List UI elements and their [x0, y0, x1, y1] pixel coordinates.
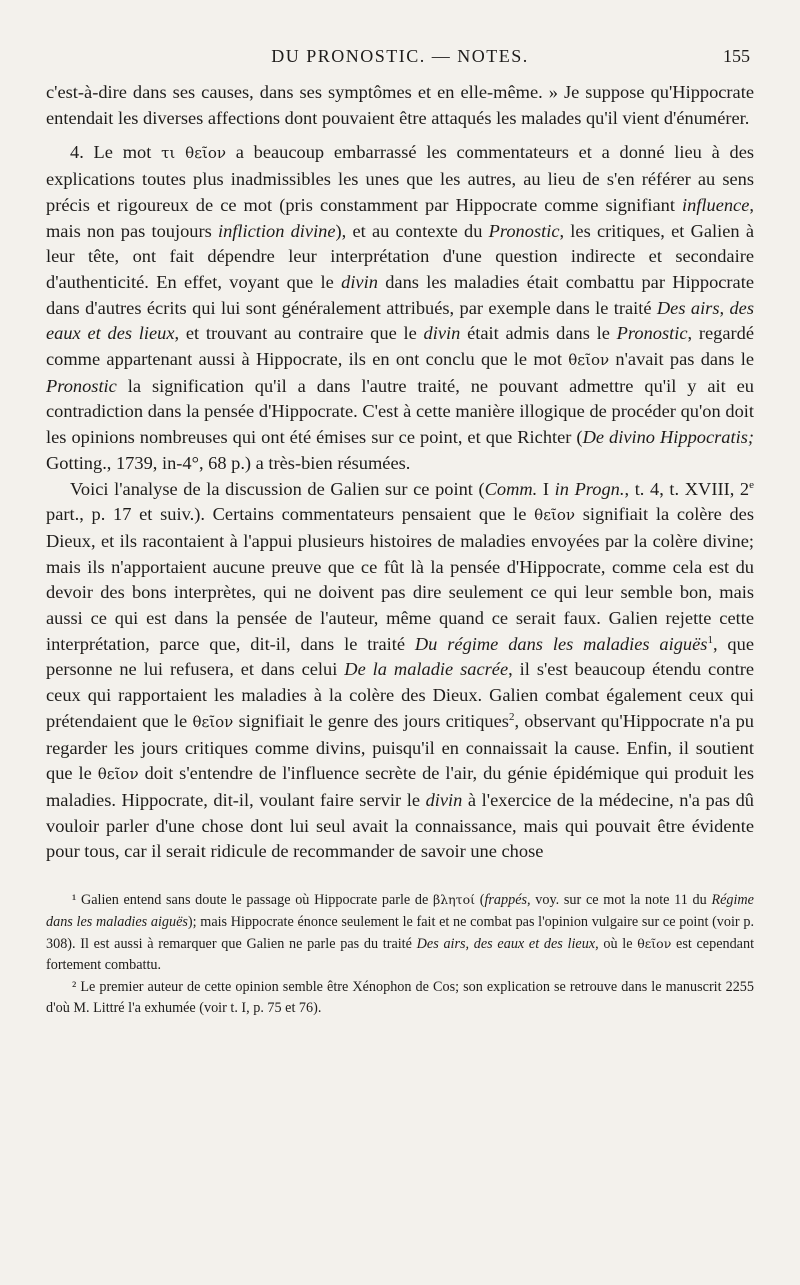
paragraph-note-4: 4. Le mot τι θεῖον a beaucoup embarrassé les commentateurs et a donné lieu à des explications toutes plus inadmissibles les unes que les autres, au lieu de s'en référer au sens précis et rigoureux de ce mot (pris constamment par Hippocrate comme signifiant influence, mais non pas toujours infliction divine), et au contexte du Pronostic, les critiques, et Galien à leur tête, ont fait dépendre leur interprétation d'une question indirecte et secondaire d'authenticité. En effet, voyant que le divin dans les maladies était combattu par Hippocrate dans d'autres écrits qui lui sont généralement attribués, par exemple dans le traité Des airs, des eaux et des lieux, et trouvant au contraire que le divin était admis dans le Pronostic, regardé comme appartenant aussi à Hippocrate, ils en ont conclu que le mot θεῖον n'avait pas dans le Pronostic la signification qu'il a dans l'autre traité, ne pouvant admettre qu'il y ait eu contradiction dans la pensée d'Hippocrate. C'est à cette manière illogique de procéder qu'on doit les opinions nombreuses qui ont été émises sur ce point, et que Richter (De divino Hippocratis; Gotting., 1739, in-4°, 68 p.) a très-bien résumées. [46, 142, 755, 473]
page-header [46, 46, 754, 80]
body-text [46, 80, 754, 865]
footnote-2: ² Le premier auteur de cette opinion semble être Xénophon de Cos; son explication se retrouve dans le manuscrit 2255 d'où M. Littré l'a exhumée (voir t. I, p. 75 et 76). [46, 978, 754, 1017]
footnote-ref-1: 1 [707, 633, 713, 646]
running-title: DU PRONOSTIC. — NOTES. [271, 46, 529, 66]
greek-term: θεῖον [192, 712, 234, 731]
greek-term: θεῖον [534, 506, 576, 525]
page-number: 155 [723, 46, 750, 66]
paragraph-continuation: c'est-à-dire dans ses causes, dans ses symptômes et en elle-même. » Je suppose qu'Hippocrate entendait les diverses affections dont pouvaient être attaqués les malades qu'il vient d'énumérer. [46, 82, 754, 128]
footnote-1: ¹ Galien entend sans doute le passage où Hippocrate parle de βλητοί (frappés, voy. sur ce mot la note 11 du Régime dans les maladies aiguës); mais Hippocrate énonce seulement le fait et ne combat pas l'opinion vulgaire sur ce point (voir p. 308). Il est aussi à remarquer que Galien ne parle pas du traité Des airs, des eaux et des lieux, où le θεῖον est cependant fortement combattu. [46, 892, 755, 974]
greek-term: θεῖον [568, 351, 610, 370]
footnote-ref-2: 2 [508, 710, 515, 723]
greek-term: θεῖον [637, 935, 672, 951]
greek-term: βλητοί [433, 892, 476, 908]
greek-term: τι θεῖον [161, 144, 226, 163]
footnotes [46, 889, 754, 1019]
paragraph-galien-analysis: Voici l'analyse de la discussion de Galien sur ce point (Comm. I in Progn., t. 4, t. XVIII, 2e part., p. 17 et suiv.). Certains commentateurs pensaient que le θεῖον signifiait la colère des Dieux, et ils racontaient à l'appui plusieurs histoires de maladies envoyées par la colère divine; mais ils n'apportaient aucune preuve que ce fût là la pensée d'Hippocrate, comme cela est du devoir des bons interprètes, qui ne doivent pas dire seulement ce qui leur semble bon, mais aussi ce qui est dans la pensée de l'auteur, même quand ce serait faux. Galien rejette cette interprétation, parce que, dit-il, dans le traité Du régime dans les maladies aiguës$^1$, que personne ne lui refusera, et dans celui De la maladie sacrée, il s'est beaucoup étendu contre ceux qui rapportaient les maladies à la colère des Dieux. Galien combat également ceux qui prétendaient que le θεῖον signifiait le genre des jours critiques$^2$, observant qu'Hippocrate n'a pu regarder les jours critiques comme divins, puisqu'il en connaissait la cause. Enfin, il soutient que le θεῖον doit s'entendre de l'influence secrète de l'air, du génie épidémique qui produit les maladies. Hippocrate, dit-il, voulant faire servir le divin à l'exercice de la médecine, n'a pas dû vouloir parler d'une chose dont lui seul avait la connaissance, mais qui pouvait être évidente pour tous, car il serait ridicule de recommander de savoir une chose [46, 478, 754, 862]
greek-term: θεῖον [97, 765, 139, 784]
